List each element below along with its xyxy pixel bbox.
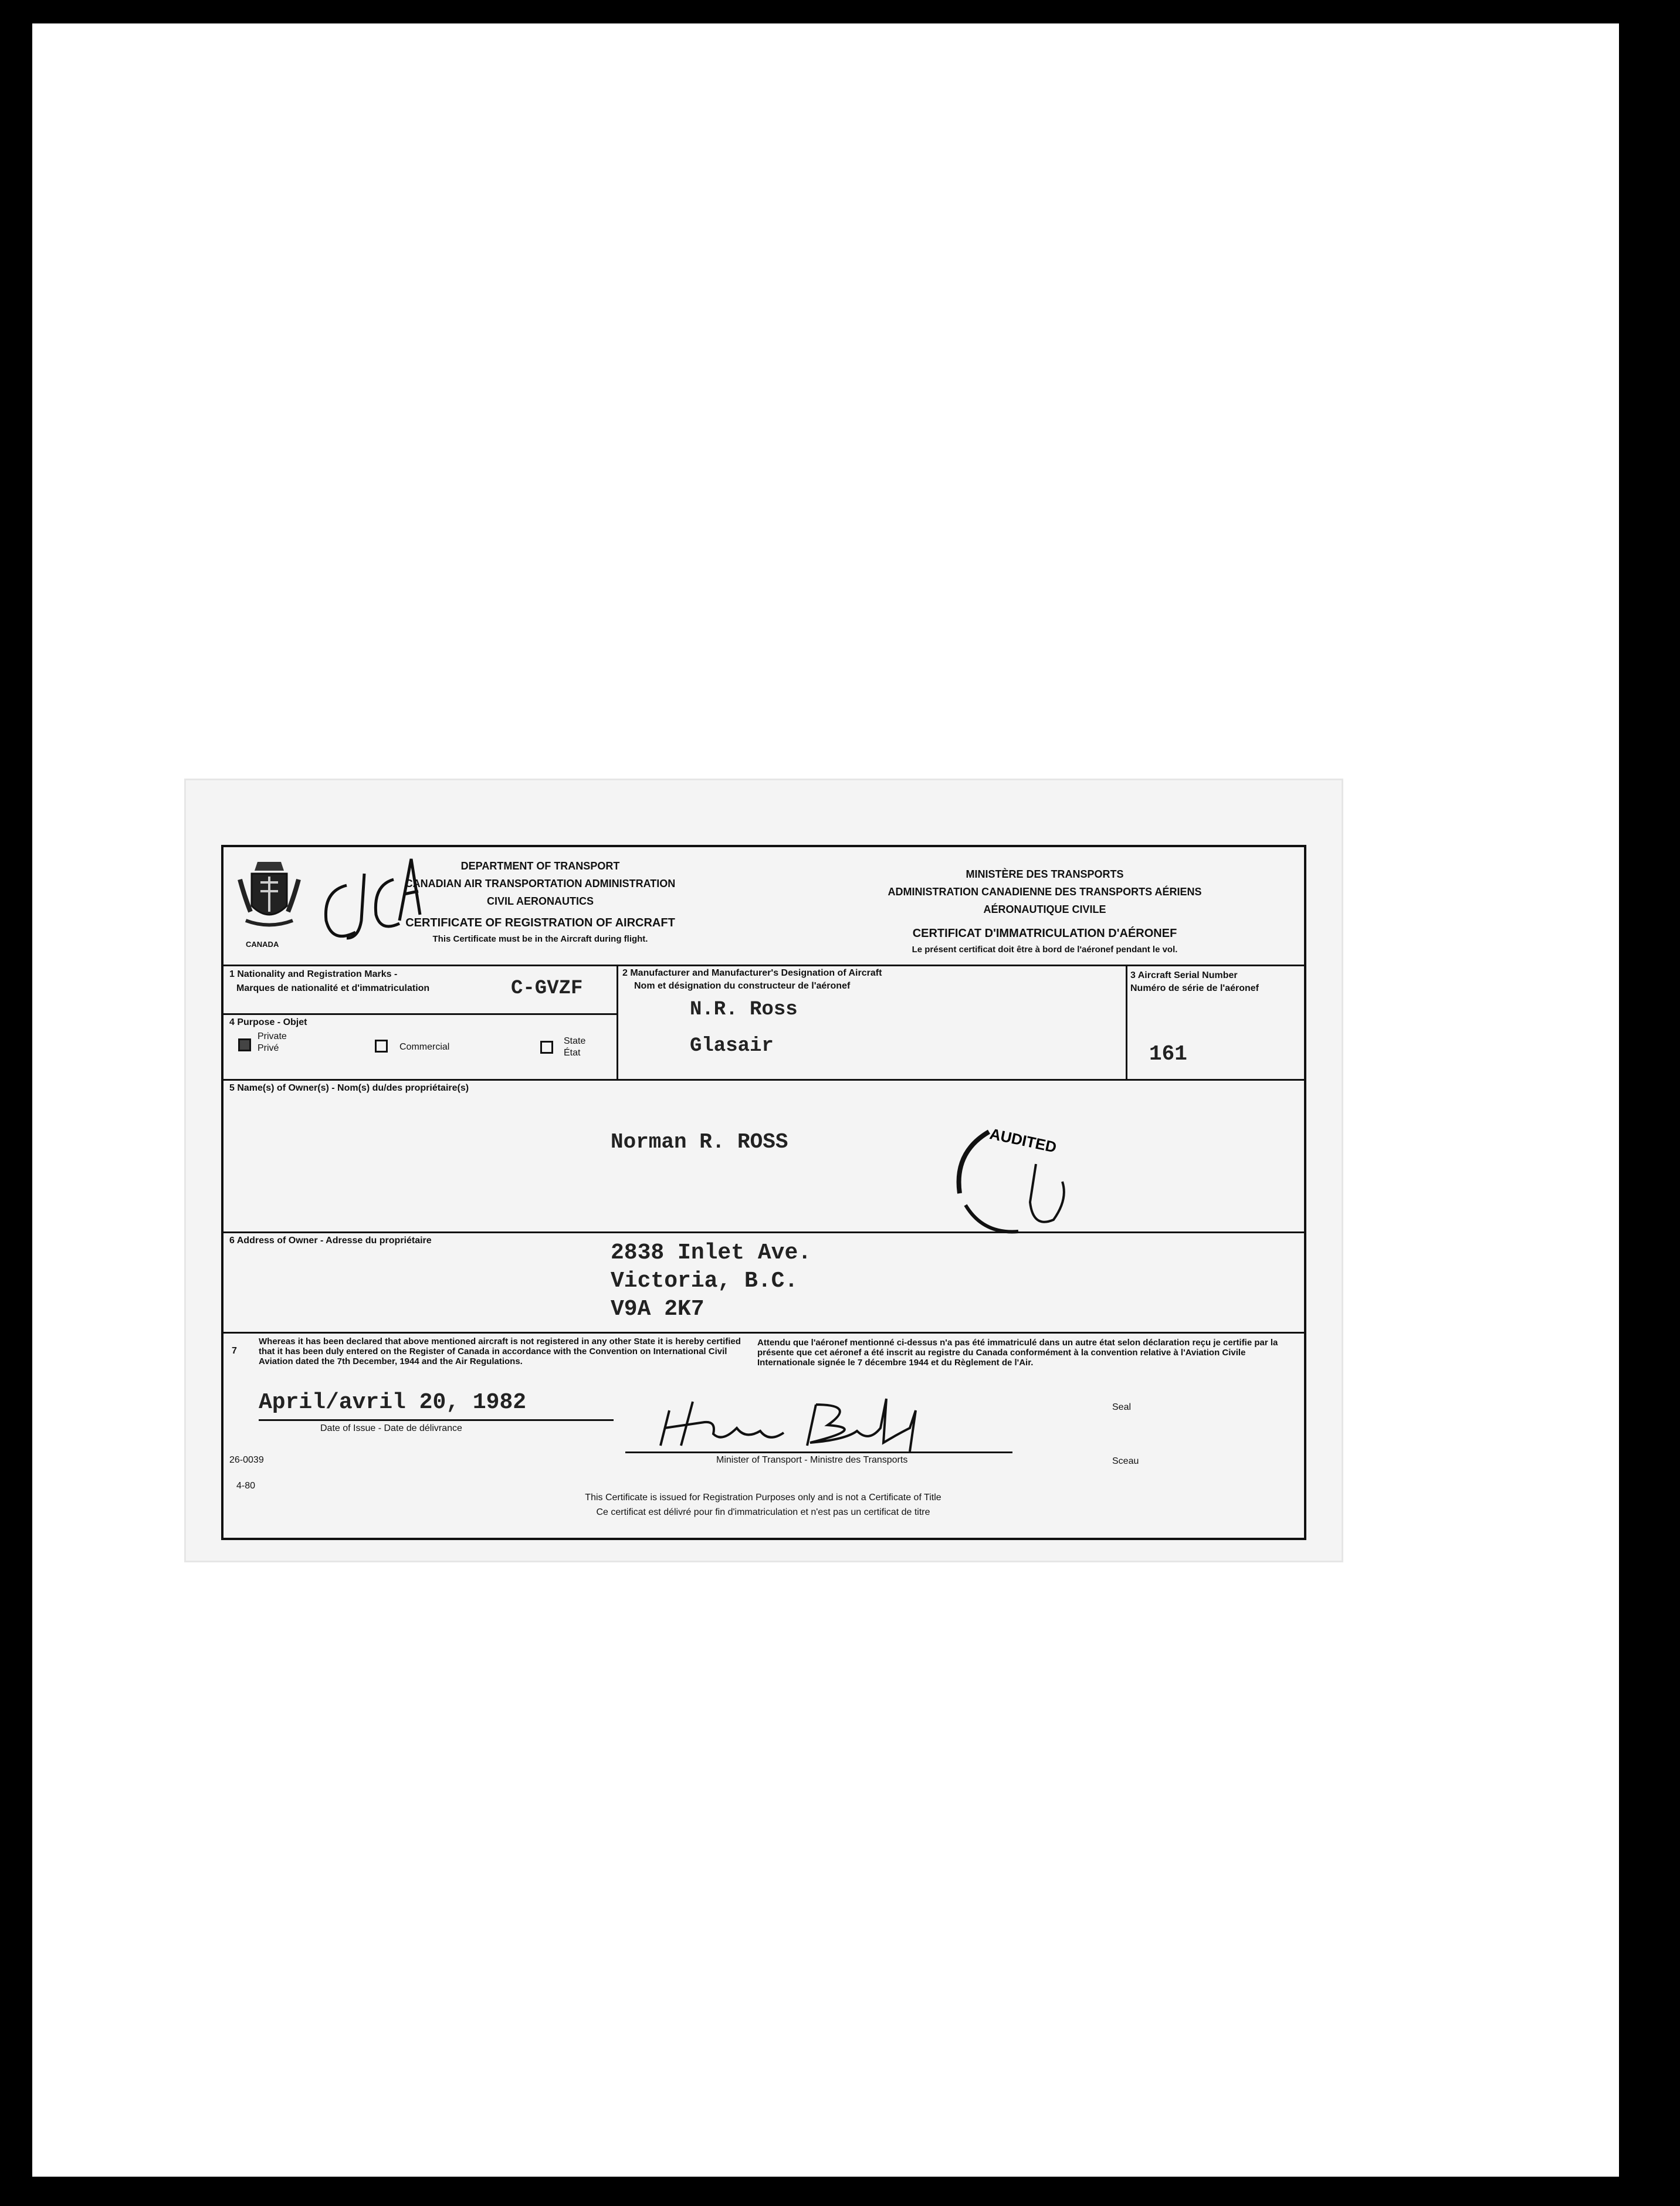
manufacturer-name: N.R. Ross: [690, 999, 798, 1021]
address-label: 6 Address of Owner - Adresse du propriétaire: [229, 1236, 432, 1246]
footer-en: This Certificate is issued for Registration Purposes only and is not a Certificate of Title: [585, 1493, 941, 1503]
owner-label: 5 Name(s) of Owner(s) - Nom(s) du/des propriétaire(s): [229, 1083, 469, 1093]
purpose-state-fr-label: État: [564, 1048, 581, 1058]
form-date: 4-80: [236, 1481, 256, 1491]
seal-label-fr: Sceau: [1112, 1456, 1139, 1466]
date-underline: [259, 1419, 614, 1421]
address-line-1: 2838 Inlet Ave.: [611, 1240, 812, 1266]
owner-name: Norman R. ROSS: [611, 1130, 788, 1154]
canada-crest-icon: [234, 856, 304, 944]
purpose-private-fr-label: Privé: [258, 1043, 279, 1053]
crest-caption: CANADA: [246, 940, 279, 949]
divider: [223, 1231, 1304, 1233]
purpose-private-label: Private: [258, 1031, 287, 1041]
notice-en: This Certificate must be in the Aircraft during flight.: [432, 934, 648, 944]
date-of-issue: April/avril 20, 1982: [259, 1390, 527, 1415]
nationality-label-en: 1 Nationality and Registration Marks -: [229, 969, 398, 979]
purpose-private-checkbox: [238, 1038, 251, 1051]
branch-fr: AÉRONAUTIQUE CIVILE: [983, 904, 1106, 915]
signature-label: Minister of Transport - Ministre des Transports: [716, 1455, 908, 1465]
divider: [617, 965, 618, 1081]
footer-fr: Ce certificat est délivré pour fin d'immatriculation et n'est pas un certificat de titre: [596, 1507, 930, 1517]
divider: [223, 1013, 617, 1015]
minister-signature: [634, 1387, 963, 1454]
purpose-state-checkbox: [540, 1041, 553, 1054]
divider: [1126, 965, 1127, 1081]
department-en: DEPARTMENT OF TRANSPORT: [460, 860, 620, 872]
divider: [223, 1332, 1304, 1334]
administration-fr: ADMINISTRATION CANADIENNE DES TRANSPORTS AÉRIENS: [888, 886, 1202, 898]
purpose-commercial-label: Commercial: [399, 1042, 450, 1052]
certificate-title-en: CERTIFICATE OF REGISTRATION OF AIRCRAFT: [405, 916, 675, 929]
nationality-label-fr: Marques de nationalité et d'immatriculation: [236, 983, 430, 993]
date-of-issue-label: Date of Issue - Date de délivrance: [320, 1423, 462, 1433]
purpose-state-label: State: [564, 1036, 586, 1046]
declaration-en: Whereas it has been declared that above mentioned aircraft is not registered in any other State it is hereby certified that it has been duly entered on the Register of Canada in accordance with the Convention on International Civil Aviation dated the 7th December, 1944 and the Air Regulations.: [259, 1337, 741, 1366]
form-number: 26-0039: [229, 1455, 264, 1465]
branch-en: CIVIL AERONAUTICS: [486, 895, 594, 907]
serial-label-fr: Numéro de série de l'aéronef: [1130, 983, 1259, 993]
registration-mark: C-GVZF: [511, 977, 583, 1000]
purpose-label: 4 Purpose - Objet: [229, 1017, 307, 1027]
manufacturer-label-fr: Nom et désignation du constructeur de l'aéronef: [634, 981, 851, 991]
serial-label-en: 3 Aircraft Serial Number: [1130, 970, 1238, 980]
serial-number: 161: [1149, 1042, 1187, 1066]
notice-fr: Le présent certificat doit être à bord de l'aéronef pendant le vol.: [912, 945, 1178, 955]
audited-stamp: [948, 1117, 1089, 1252]
registration-certificate: [186, 780, 1342, 1561]
manufacturer-label-en: 2 Manufacturer and Manufacturer's Designation of Aircraft: [622, 968, 882, 978]
aircraft-designation: Glasair: [690, 1035, 774, 1057]
administration-en: CANADIAN AIR TRANSPORTATION ADMINISTRATION: [405, 878, 676, 889]
purpose-commercial-checkbox: [375, 1040, 388, 1053]
certificate-title-fr: CERTIFICAT D'IMMATRICULATION D'AÉRONEF: [912, 927, 1177, 940]
department-fr: MINISTÈRE DES TRANSPORTS: [966, 868, 1124, 880]
certificate-frame: [221, 845, 1306, 1540]
signature-underline: [625, 1452, 1012, 1453]
audited-stamp-text: AUDITED: [988, 1125, 1058, 1156]
declaration-number: 7: [232, 1346, 237, 1356]
scanned-page: [32, 23, 1619, 2177]
address-line-2: Victoria, B.C.: [611, 1268, 798, 1294]
declaration-fr: Attendu que l'aéronef mentionné ci-dessus n'a pas été immatriculé dans un autre état selon déclaration reçu je certifie par la présente que cet aéronef a été inscrit au registre du Canada conformément à la convention relative à l'Aviation Civile Internationale signée le 7 décembre 1944 et du Règlement de l'Air.: [757, 1338, 1278, 1368]
divider: [223, 965, 1304, 966]
seal-label-en: Seal: [1112, 1402, 1132, 1412]
divider: [223, 1079, 1304, 1081]
address-line-3: V9A 2K7: [611, 1297, 704, 1322]
